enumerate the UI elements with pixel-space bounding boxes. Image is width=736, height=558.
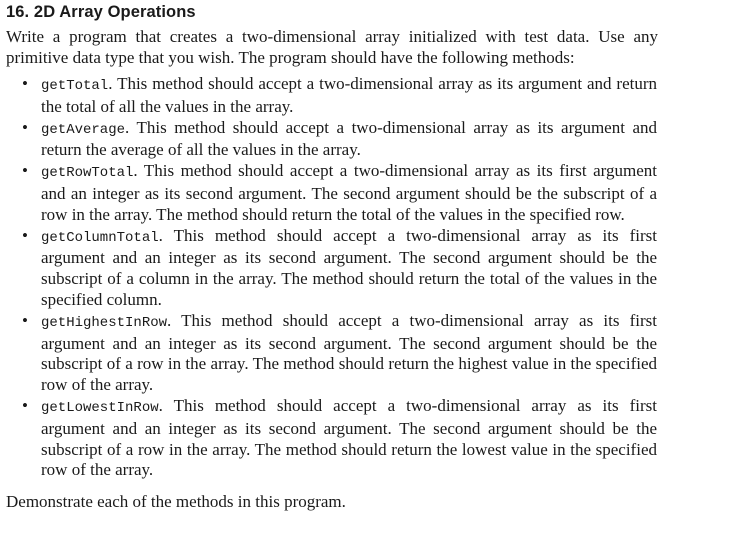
method-item-get-row-total bbox=[6, 161, 657, 225]
bullet-icon: • bbox=[22, 310, 28, 330]
method-item-get-lowest-in-row bbox=[6, 396, 657, 481]
method-name: getAverage bbox=[41, 121, 126, 138]
method-item-get-highest-in-row bbox=[6, 311, 657, 396]
method-item-get-average bbox=[6, 118, 657, 162]
method-description: . This method should accept a two-dimensional array as its argument and return the total of all the values in the array. bbox=[41, 74, 657, 116]
method-name: getHighestInRow bbox=[41, 314, 168, 331]
bullet-icon: • bbox=[22, 225, 28, 245]
exercise-page bbox=[6, 2, 730, 512]
exercise-heading: 16. 2D Array Operations bbox=[6, 3, 196, 21]
method-description: . This method should accept a two-dimensional array as its first argument and an integer as its second argument. The second argument should be the subscript of a row in the array. The method should return the total of the values in the specified row. bbox=[41, 161, 657, 224]
method-description: . This method should accept a two-dimensional array as its first argument and an integer as its second argument. The second argument should be the subscript of a row in the array. The method should return the highest value in the specified row of the array. bbox=[41, 310, 657, 395]
method-name: getLowestInRow bbox=[41, 399, 159, 416]
method-name: getColumnTotal bbox=[41, 229, 159, 246]
method-name: getRowTotal bbox=[41, 165, 134, 182]
bullet-icon: • bbox=[22, 161, 28, 181]
method-name: getTotal bbox=[41, 78, 109, 94]
method-description: . This method should accept a two-dimensional array as its first argument and an integer as its second argument. The second argument should be the subscript of a column in the array. The method should return the total of the values in the specified column. bbox=[41, 225, 657, 309]
exercise-intro: Write a program that creates a two-dimensional array initialized with test data. Use any primitive data type that you wish. The program should have the following methods: bbox=[6, 27, 658, 67]
method-item-get-column-total bbox=[6, 226, 657, 311]
bullet-icon: • bbox=[22, 117, 28, 137]
method-description: . This method should accept a two-dimensional array as its argument and return the average of all the values in the array. bbox=[41, 117, 657, 160]
exercise-outro: Demonstrate each of the methods in this program. bbox=[6, 492, 346, 512]
method-item-get-total bbox=[6, 74, 657, 118]
method-list bbox=[6, 74, 730, 481]
method-description: . This method should accept a two-dimensional array as its first argument and an integer as its second argument. The second argument should be the subscript of a row in the array. The method should return the lowest value in the specified row of the array. bbox=[41, 395, 657, 480]
bullet-icon: • bbox=[22, 74, 28, 93]
bullet-icon: • bbox=[22, 395, 28, 415]
